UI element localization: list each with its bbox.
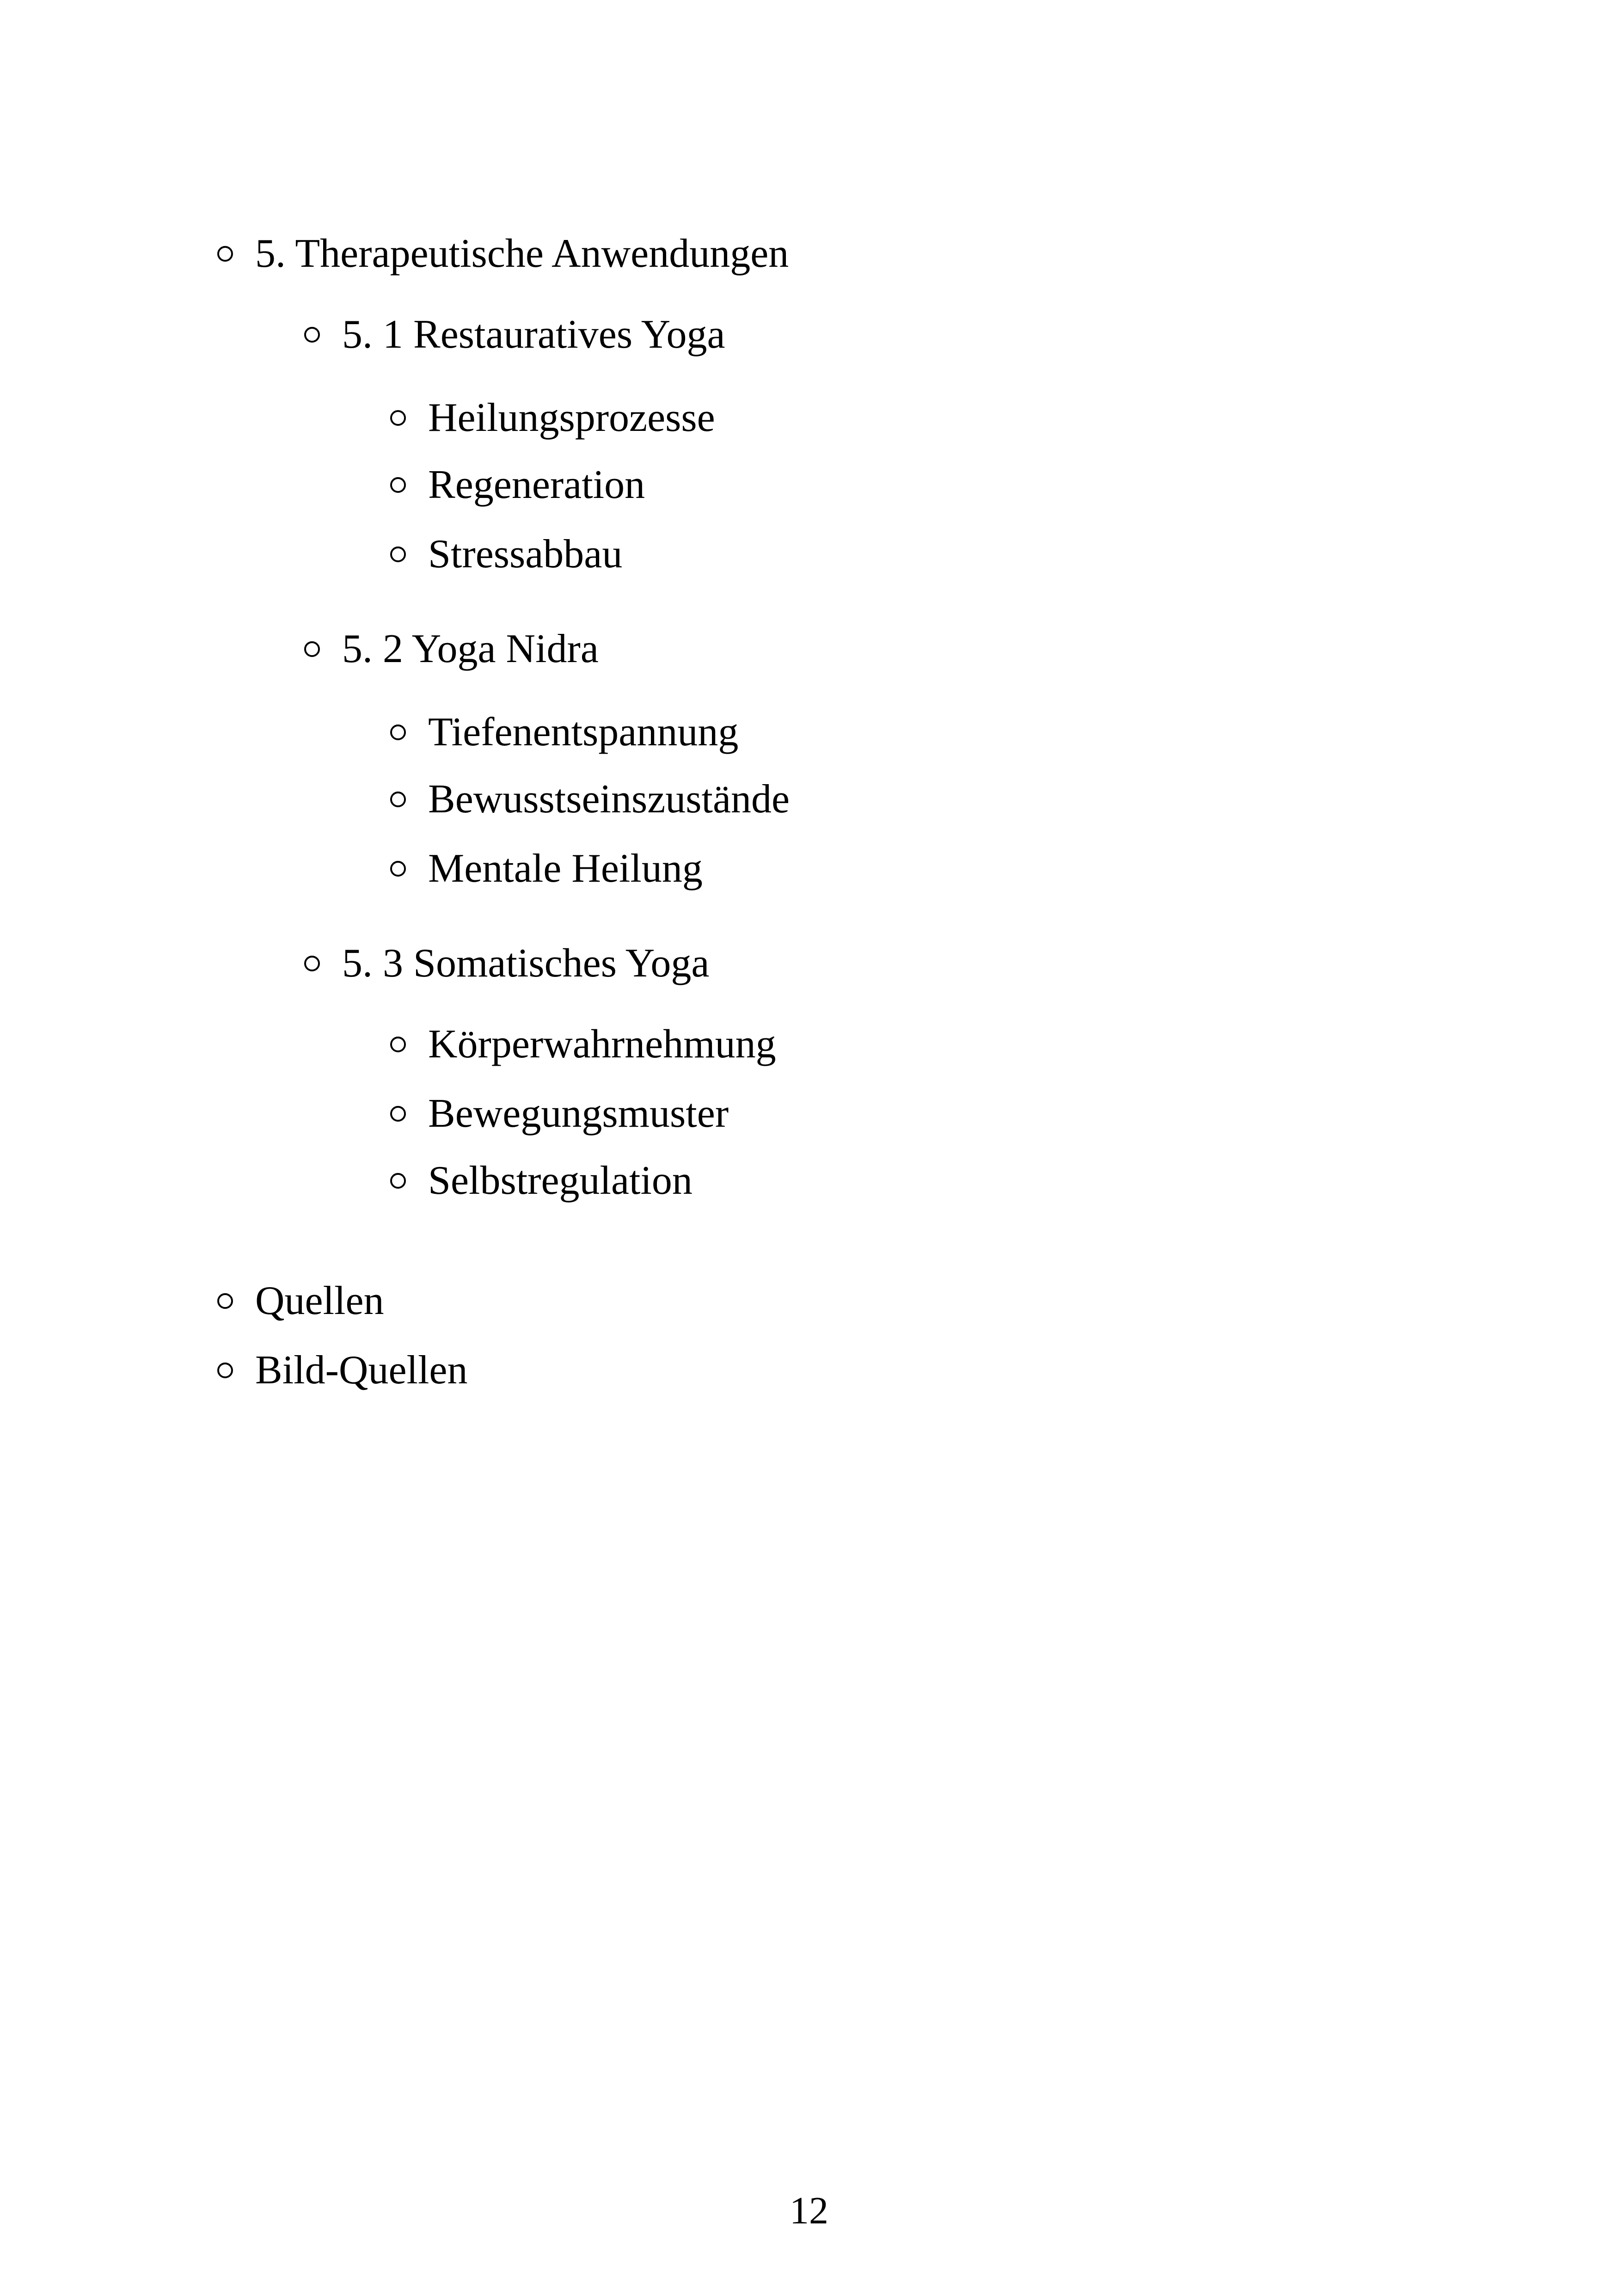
circle-bullet-icon <box>390 724 406 740</box>
toc-entry-section-5-2 <box>304 626 599 671</box>
toc-entry-subitem <box>390 712 738 753</box>
toc-entry-label: Regeneration <box>428 462 645 507</box>
toc-entry-label: 5. 1 Restauratives Yoga <box>342 312 725 357</box>
toc-entry-label: Mentale Heilung <box>428 846 703 891</box>
toc-entry-label: Bewegungsmuster <box>428 1091 729 1136</box>
toc-entry-chapter-5 <box>217 233 789 274</box>
toc-entry-label: Stressabbau <box>428 532 623 577</box>
toc-entry-subitem <box>390 779 790 820</box>
toc-entry-subitem <box>390 462 645 507</box>
circle-bullet-icon <box>390 546 406 562</box>
toc-entry-label: Bild-Quellen <box>255 1348 468 1393</box>
toc-entry-label: 5. Therapeutische Anwendungen <box>255 231 789 276</box>
toc-entry-image-sources <box>217 1350 467 1391</box>
circle-bullet-icon <box>304 327 320 343</box>
circle-bullet-icon <box>390 861 406 877</box>
circle-bullet-icon <box>390 792 406 807</box>
toc-entry-subitem <box>390 395 715 440</box>
toc-entry-subitem <box>390 1024 776 1065</box>
toc-entry-subitem <box>390 848 703 889</box>
toc-entry-label: Selbstregulation <box>428 1158 693 1203</box>
toc-entry-label: Quellen <box>255 1278 384 1323</box>
circle-bullet-icon <box>390 1037 406 1052</box>
page-number: 12 <box>790 2189 828 2232</box>
toc-entry-subitem <box>390 1093 729 1134</box>
circle-bullet-icon <box>217 246 233 262</box>
circle-bullet-icon <box>390 1173 406 1189</box>
circle-bullet-icon <box>390 1106 406 1122</box>
toc-entry-label: Bewusstseinszustände <box>428 777 790 822</box>
toc-entry-section-5-3 <box>304 943 710 984</box>
toc-entry-sources <box>217 1278 384 1323</box>
toc-entry-subitem <box>390 1160 693 1201</box>
circle-bullet-icon <box>217 1363 233 1378</box>
toc-entry-label: 5. 2 Yoga Nidra <box>342 626 599 671</box>
toc-entry-label: Heilungsprozesse <box>428 395 715 440</box>
toc-entry-section-5-1 <box>304 314 725 355</box>
toc-entry-label: Körperwahrnehmung <box>428 1022 776 1067</box>
circle-bullet-icon <box>217 1293 233 1309</box>
circle-bullet-icon <box>390 477 406 493</box>
toc-entry-label: Tiefenentspannung <box>428 710 739 755</box>
circle-bullet-icon <box>304 956 320 971</box>
circle-bullet-icon <box>304 641 320 657</box>
toc-entry-label: 5. 3 Somatisches Yoga <box>342 941 710 986</box>
circle-bullet-icon <box>390 410 406 426</box>
toc-entry-subitem <box>390 534 622 575</box>
